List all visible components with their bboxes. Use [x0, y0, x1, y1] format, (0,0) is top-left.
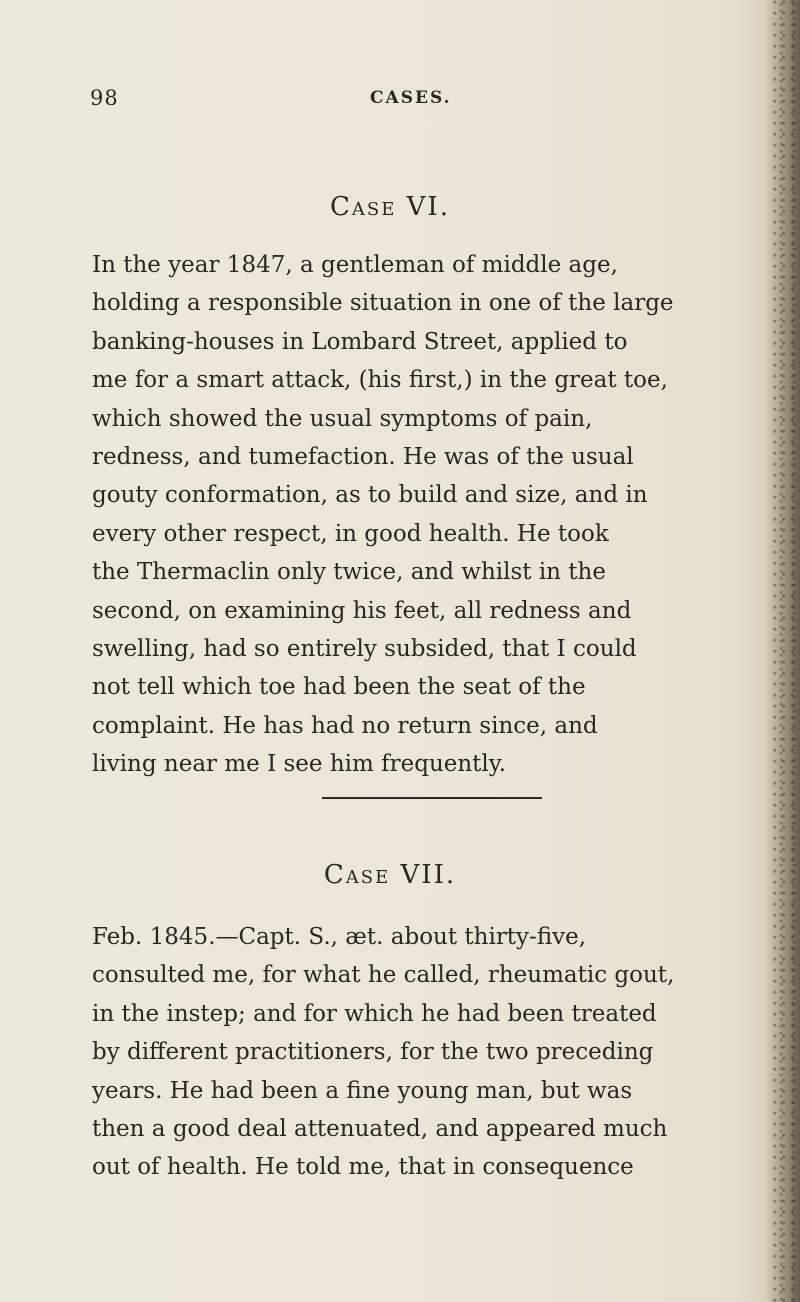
text-line: swelling, had so entirely subsided, that I could: [92, 636, 637, 663]
text-line: holding a responsible situation in one of the large: [92, 290, 674, 317]
page-header: [0, 86, 800, 116]
case-vii-paragraph: [92, 918, 742, 1187]
text-line: me for a smart attack, (his first,) in the great toe,: [92, 367, 668, 394]
text-line: complaint. He has had no return since, and: [92, 712, 598, 739]
text-line: consulted me, for what he called, rheumatic gout,: [92, 962, 675, 989]
text-line: which showed the usual symptoms of pain,: [92, 405, 593, 432]
text-line: banking-houses in Lombard Street, applied to: [92, 328, 628, 355]
text-line: Feb. 1845.—Capt. S., æt. about thirty-five,: [92, 924, 587, 950]
text-line: then a good deal attenuated, and appeared much: [92, 1116, 668, 1143]
text-line: second, on examining his feet, all redness and: [92, 597, 632, 624]
text-line: every other respect, in good health. He took: [92, 520, 609, 547]
text-line: by different practitioners, for the two preceding: [92, 1039, 654, 1066]
case-vi-title: Case VI.: [330, 192, 450, 222]
text-line: in the instep; and for which he had been treated: [92, 1000, 657, 1027]
text-line: redness, and tumefaction. He was of the usual: [92, 444, 634, 471]
text-line: In the year 1847, a gentleman of middle age,: [92, 252, 618, 278]
case-vi-paragraph: [92, 246, 742, 784]
text-line: out of health. He told me, that in consequence: [92, 1154, 634, 1181]
case-vii-title: Case VII.: [323, 860, 457, 890]
page-number: 98: [90, 86, 119, 110]
text-line: living near me I see him frequently.: [92, 751, 507, 778]
running-head: CASES.: [370, 88, 452, 108]
text-line: the Thermaclin only twice, and whilst in the: [92, 559, 606, 586]
text-line: not tell which toe had been the seat of the: [92, 674, 586, 701]
text-line: years. He had been a fine young man, but was: [92, 1077, 633, 1104]
text-line: gouty conformation, as to build and size, and in: [92, 482, 648, 509]
section-divider: [322, 797, 542, 799]
